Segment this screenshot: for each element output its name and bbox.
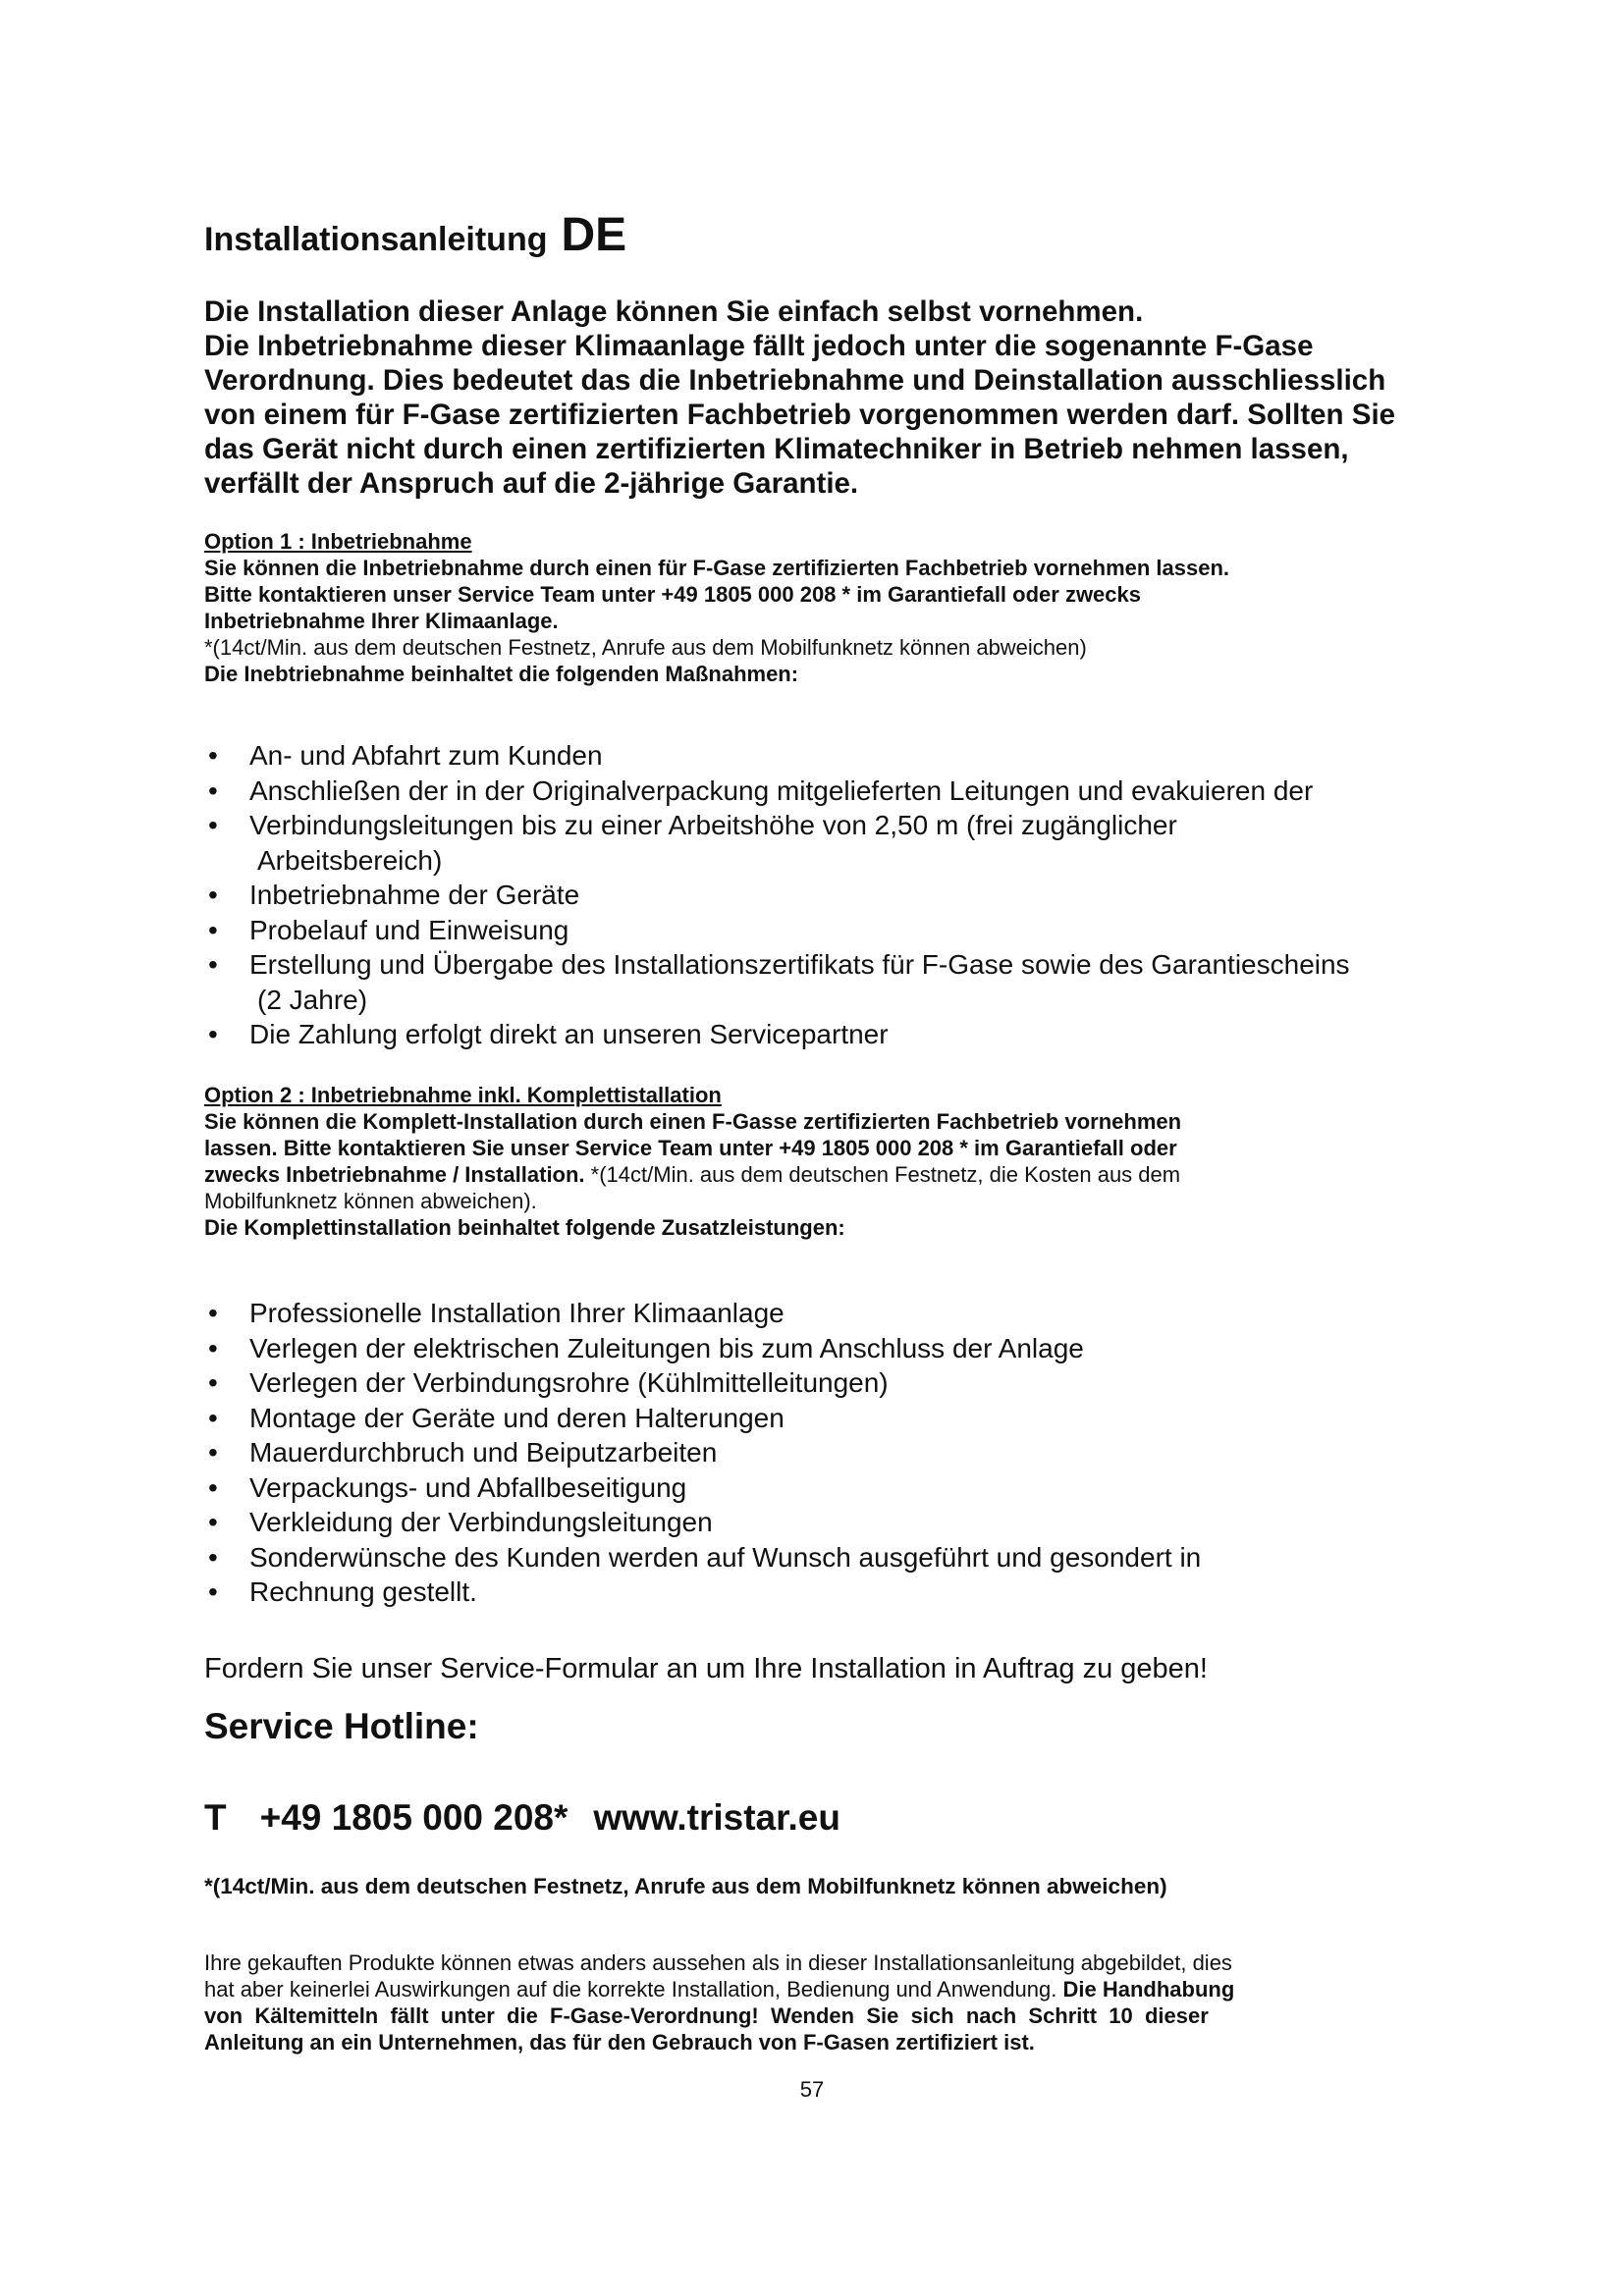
list-item-continuation: [204, 843, 1471, 879]
bullet-icon: •: [208, 810, 218, 840]
intro-line: Die Installation dieser Anlage können Sie einfach selbst vornehmen.: [204, 295, 1144, 328]
option-1-note: *(14ct/Min. aus dem deutschen Festnetz, Anrufe aus dem Mobilfunknetz können abweichen): [204, 635, 1087, 660]
page-number: 57: [799, 2077, 825, 2102]
list-item-text: Professionelle Installation Ihrer Klimaanlage: [249, 1298, 785, 1328]
bullet-icon: •: [208, 1019, 218, 1049]
list-item: [204, 1331, 1471, 1366]
footer-line: Ihre gekauften Produkte können etwas anders aussehen als in dieser Installationsanleitung abgebildet, dies: [204, 1950, 1232, 1975]
list-item-text: Verlegen der Verbindungsrohre (Kühlmittelleitungen): [249, 1367, 889, 1398]
bullet-icon: •: [208, 1332, 218, 1363]
website-link[interactable]: www.tristar.eu: [593, 1797, 840, 1838]
list-item: [204, 878, 1471, 913]
list-item-text: Verlegen der elektrischen Zuleitungen bis zum Anschluss der Anlage: [249, 1332, 1084, 1363]
list-item-text: Inbetriebnahme der Geräte: [249, 880, 580, 910]
option-2-line: Mobilfunknetz können abweichen).: [204, 1189, 537, 1213]
option-1-section: [204, 528, 1461, 687]
service-form-call-to-action: Fordern Sie unser Service-Formular an um Ihre Installation in Auftrag zu geben!: [204, 1653, 1208, 1684]
list-item: [204, 1296, 1471, 1331]
bullet-icon: •: [208, 914, 218, 945]
footer-line: [204, 1976, 1466, 2002]
bullet-icon: •: [208, 1367, 218, 1398]
footer-line: von Kältemitteln fällt unter die F-Gase-Verordnung! Wenden Sie sich nach Schritt 10 dieser: [204, 2003, 1209, 2028]
list-item: [204, 1575, 1471, 1610]
list-item-text: An- und Abfahrt zum Kunden: [249, 740, 603, 771]
bullet-icon: •: [208, 880, 218, 910]
option-1-line: Inbetriebnahme Ihrer Klimaanlage.: [204, 609, 559, 633]
bullet-icon: •: [208, 774, 218, 806]
phone-prefix: T: [204, 1797, 227, 1838]
footer-line-normal: hat aber keinerlei Auswirkungen auf die korrekte Installation, Bedienung und Anwendung.: [204, 1977, 1063, 2002]
page-title: [204, 208, 626, 262]
list-item-text: Sonderwünsche des Kunden werden auf Wunsch ausgeführt und gesondert in: [249, 1541, 1202, 1573]
option-1-line: Sie können die Inbetriebnahme durch einen für F-Gase zertifizierten Fachbetrieb vornehmen lassen.: [204, 556, 1230, 580]
footer-line-bold: Die Handhabung: [1062, 1977, 1235, 2002]
option-2-section: [204, 1082, 1461, 1241]
list-item: [204, 1435, 1471, 1470]
contact-line: [204, 1797, 840, 1839]
option-1-heading: Option 1 : Inbetriebnahme: [204, 529, 472, 554]
option-2-line: Sie können die Komplett-Installation durch einen F-Gasse zertifizierten Fachbetrieb vornehmen: [204, 1109, 1182, 1134]
bullet-icon: •: [208, 1471, 218, 1503]
option-2-line: lassen. Bitte kontaktieren Sie unser Service Team unter +49 1805 000 208 * im Garantiefall oder: [204, 1136, 1177, 1160]
footer-disclaimer: [204, 1949, 1466, 2056]
list-item-text: (2 Jahre): [257, 984, 368, 1015]
list-item: [204, 1470, 1471, 1506]
intro-paragraph: [204, 294, 1461, 501]
bullet-icon: •: [208, 1298, 218, 1328]
list-item: [204, 1505, 1471, 1540]
list-item: [204, 808, 1471, 843]
list-item-text: Probelauf und Einweisung: [249, 914, 569, 945]
list-item: [204, 1401, 1471, 1436]
phone-number: +49 1805 000 208*: [259, 1797, 568, 1838]
option-2-services-list: [204, 1296, 1471, 1610]
option-2-includes: Die Komplettinstallation beinhaltet folgende Zusatzleistungen:: [204, 1215, 845, 1240]
list-item-text: Mauerdurchbruch und Beiputzarbeiten: [249, 1437, 718, 1468]
intro-line: Verordnung. Dies bedeutet das die Inbetriebnahme und Deinstallation ausschliesslich: [204, 364, 1386, 397]
option-1-includes: Die Inebtriebnahme beinhaltet die folgenden Maßnahmen:: [204, 662, 799, 686]
list-item: [204, 913, 1471, 948]
option-2-line-bold: zwecks Inbetriebnahme / Installation.: [204, 1162, 585, 1187]
hotline-price-note: *(14ct/Min. aus dem deutschen Festnetz, Anrufe aus dem Mobilfunknetz können abweichen): [204, 1874, 1167, 1898]
list-item-text: Anschließen der in der Originalverpackung mitgelieferten Leitungen und evakuieren der: [249, 774, 1314, 806]
list-item: [204, 947, 1471, 983]
intro-line: von einem für F-Gase zertifizierten Fachbetrieb vorgenommen werden darf. Sollten Sie: [204, 399, 1396, 431]
bullet-icon: •: [208, 949, 218, 980]
bullet-icon: •: [208, 1437, 218, 1468]
list-item: [204, 1017, 1471, 1052]
list-item-text: Verpackungs- und Abfallbeseitigung: [249, 1471, 687, 1503]
intro-line: verfällt der Anspruch auf die 2-jährige Garantie.: [204, 467, 859, 500]
list-item: [204, 774, 1471, 809]
title-text: Installationsanleitung: [204, 221, 548, 258]
footer-line: Anleitung an ein Unternehmen, das für den Gebrauch von F-Gasen zertifiziert ist.: [204, 2030, 1035, 2055]
list-item-text: Montage der Geräte und deren Halterungen: [249, 1402, 785, 1433]
list-item-continuation: [204, 983, 1471, 1018]
option-1-line: Bitte kontaktieren unser Service Team unter +49 1805 000 208 * im Garantiefall oder zwecks: [204, 582, 1141, 607]
bullet-icon: •: [208, 1541, 218, 1573]
option-2-line-normal: *(14ct/Min. aus dem deutschen Festnetz, die Kosten aus dem: [584, 1162, 1181, 1187]
bullet-icon: •: [208, 1402, 218, 1433]
list-item-text: Erstellung und Übergabe des Installationszertifikats für F-Gase sowie des Garantiescheins: [249, 949, 1350, 980]
bullet-icon: •: [208, 1576, 218, 1607]
title-language-code: DE: [561, 209, 627, 261]
intro-line: Die Inbetriebnahme dieser Klimaanlage fällt jedoch unter die sogenannte F-Gase: [204, 330, 1314, 362]
option-2-heading: Option 2 : Inbetriebnahme inkl. Komplettistallation: [204, 1083, 722, 1107]
list-item-text: Rechnung gestellt.: [249, 1576, 477, 1607]
list-item: [204, 1365, 1471, 1401]
bullet-icon: •: [208, 740, 218, 771]
list-item-text: Verbindungsleitungen bis zu einer Arbeitshöhe von 2,50 m (frei zugänglicher: [249, 810, 1177, 840]
option-1-measures-list: [204, 738, 1471, 1052]
list-item-text: Die Zahlung erfolgt direkt an unseren Servicepartner: [249, 1019, 889, 1049]
list-item-text: Arbeitsbereich): [257, 844, 443, 876]
service-hotline-heading: Service Hotline:: [204, 1706, 479, 1746]
option-2-line: [204, 1161, 1461, 1188]
list-item: [204, 738, 1471, 774]
list-item-text: Verkleidung der Verbindungsleitungen: [249, 1507, 713, 1537]
intro-line: das Gerät nicht durch einen zertifizierten Klimatechniker in Betrieb nehmen lassen,: [204, 433, 1349, 465]
list-item: [204, 1540, 1471, 1575]
bullet-icon: •: [208, 1507, 218, 1537]
